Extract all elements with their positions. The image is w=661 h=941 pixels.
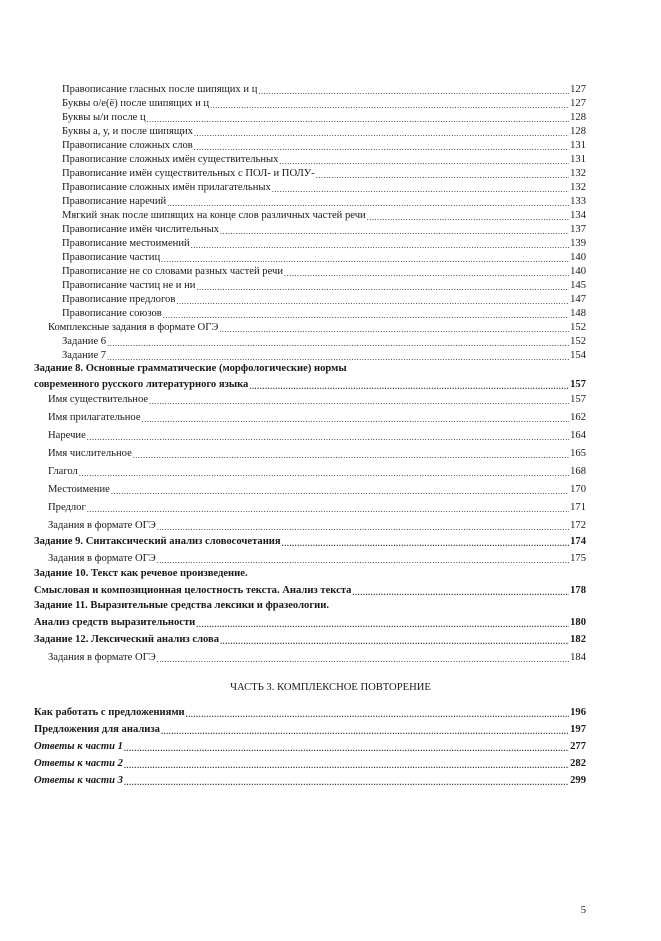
- toc-title: Задание 9. Синтаксический анализ словосочетания: [34, 536, 281, 547]
- toc-leader: [194, 143, 569, 152]
- toc-title: Правописание не со словами разных частей речи: [62, 266, 284, 277]
- toc-row: [62, 279, 586, 292]
- toc-page: 147: [570, 294, 586, 305]
- toc-title: Местоимение: [48, 484, 110, 495]
- toc-leader: [196, 283, 569, 292]
- toc-title: Имя прилагательное: [48, 412, 141, 423]
- toc-page: 131: [570, 140, 586, 151]
- toc-page: 128: [570, 112, 586, 123]
- toc-leader: [147, 115, 569, 124]
- toc-page: 175: [570, 553, 586, 564]
- toc-leader: [124, 778, 569, 787]
- toc-page: 134: [570, 210, 586, 221]
- toc-leader: [142, 415, 570, 424]
- toc-row: [48, 651, 586, 664]
- toc-leader: [176, 297, 569, 306]
- toc-leader: [107, 339, 569, 348]
- toc-title: Правописание союзов: [62, 308, 162, 319]
- toc-row: [48, 483, 586, 496]
- toc-row: [62, 209, 586, 222]
- toc-task8-title: Задание 8. Основные грамматические (морфологические) нормы: [34, 363, 347, 374]
- toc-row: [62, 251, 586, 264]
- toc-row: [48, 393, 586, 406]
- toc-leader: [220, 227, 569, 236]
- toc-row: [48, 552, 586, 565]
- toc-leader: [284, 269, 569, 278]
- toc-title: Задания в формате ОГЭ: [48, 553, 156, 564]
- toc-page: 131: [570, 154, 586, 165]
- toc-page: 171: [570, 502, 586, 513]
- toc-row: [48, 465, 586, 478]
- toc-row: [34, 706, 586, 719]
- toc-page: 157: [570, 394, 586, 405]
- toc-row-task9: [34, 535, 586, 548]
- toc-leader: [258, 87, 569, 96]
- toc-leader: [87, 505, 569, 514]
- toc-leader: [367, 213, 569, 222]
- toc-row: [62, 307, 586, 320]
- toc-row: [62, 111, 586, 124]
- toc-title: Задание 12. Лексический анализ слова: [34, 634, 220, 645]
- toc-row: [34, 757, 586, 770]
- toc-row: [62, 223, 586, 236]
- toc-title: Задания в формате ОГЭ: [48, 652, 156, 663]
- toc-title: Правописание сложных имён существительных: [62, 154, 279, 165]
- toc-row: [62, 153, 586, 166]
- toc-row: [62, 293, 586, 306]
- toc-page: 174: [570, 536, 586, 547]
- toc-title: Имя существительное: [48, 394, 149, 405]
- part3-heading: ЧАСТЬ 3. КОМПЛЕКСНОЕ ПОВТОРЕНИЕ: [230, 682, 431, 693]
- toc-title: Буквы ы/и после ц: [62, 112, 146, 123]
- toc-title: Правописание наречий: [62, 196, 167, 207]
- toc-leader: [219, 325, 569, 334]
- toc-row: [48, 411, 586, 424]
- toc-page: 139: [570, 238, 586, 249]
- toc-title: Правописание предлогов: [62, 294, 176, 305]
- toc-leader: [249, 382, 569, 391]
- toc-row: [62, 97, 586, 110]
- toc-title: Предложения для анализа: [34, 724, 160, 735]
- toc-title: Правописание частиц: [62, 252, 161, 263]
- toc-leader: [163, 311, 569, 320]
- toc-leader: [186, 710, 569, 719]
- toc-leader: [124, 744, 569, 753]
- toc-title: Ответы к части 3: [34, 775, 123, 786]
- toc-page: 127: [570, 84, 586, 95]
- toc-title: Задание 6: [62, 336, 107, 347]
- toc-row: [34, 740, 586, 753]
- toc-page: 128: [570, 126, 586, 137]
- toc-title: Наречие: [48, 430, 86, 441]
- toc-leader: [157, 655, 569, 664]
- toc-leader: [167, 199, 569, 208]
- toc-row: [48, 501, 586, 514]
- toc-row: [48, 429, 586, 442]
- toc-leader: [87, 433, 569, 442]
- page-number: 5: [580, 905, 586, 916]
- toc-leader: [124, 761, 569, 770]
- toc-row: [62, 349, 586, 362]
- toc-row: [62, 181, 586, 194]
- toc-task10-title: Задание 10. Текст как речевое произведение.: [34, 568, 248, 579]
- toc-leader: [282, 539, 569, 548]
- toc-title: Смысловая и композиционная целостность текста. Анализ текста: [34, 585, 352, 596]
- toc-title: Правописание частиц не и ни: [62, 280, 196, 291]
- toc-leader: [161, 727, 569, 736]
- toc-page: 170: [570, 484, 586, 495]
- toc-page: 184: [570, 652, 586, 663]
- toc-row-task8: [34, 378, 586, 391]
- toc-title: Задание 7: [62, 350, 107, 361]
- toc-leader: [210, 101, 569, 110]
- toc-page: 137: [570, 224, 586, 235]
- toc-page: 178: [570, 585, 586, 596]
- toc-leader: [157, 523, 569, 532]
- toc-title: современного русского литературного языка: [34, 379, 249, 390]
- toc-leader: [316, 171, 569, 180]
- toc-page: 182: [570, 634, 586, 645]
- toc-page: 152: [570, 322, 586, 333]
- toc-leader: [157, 556, 569, 565]
- toc-page: 152: [570, 336, 586, 347]
- toc-page: 197: [570, 724, 586, 735]
- toc-page: 165: [570, 448, 586, 459]
- toc-page: 127: [570, 98, 586, 109]
- toc-title: Глагол: [48, 466, 78, 477]
- toc-page: 140: [570, 266, 586, 277]
- toc-leader: [194, 129, 569, 138]
- toc-row: [34, 723, 586, 736]
- toc-row: [62, 335, 586, 348]
- toc-leader: [220, 637, 569, 646]
- toc-leader: [79, 469, 569, 478]
- toc-leader: [149, 397, 569, 406]
- toc-leader: [196, 620, 569, 629]
- toc-leader: [272, 185, 569, 194]
- toc-page: 133: [570, 196, 586, 207]
- toc-page: 196: [570, 707, 586, 718]
- toc-title: Как работать с предложениями: [34, 707, 185, 718]
- toc-leader: [191, 241, 569, 250]
- toc-page: 277: [570, 741, 586, 752]
- toc-title: Предлог: [48, 502, 86, 513]
- toc-row: [62, 265, 586, 278]
- toc-row-task10: [34, 584, 586, 597]
- toc-leader: [161, 255, 569, 264]
- toc-page: 132: [570, 182, 586, 193]
- toc-title: Правописание сложных слов: [62, 140, 193, 151]
- toc-title: Правописание имён существительных с ПОЛ- и ПОЛУ-: [62, 168, 315, 179]
- toc-page: 164: [570, 430, 586, 441]
- toc-title: Анализ средств выразительности: [34, 617, 196, 628]
- toc-title: Задания в формате ОГЭ: [48, 520, 156, 531]
- toc-row: [48, 519, 586, 532]
- toc-row: [48, 447, 586, 460]
- toc-row: [62, 83, 586, 96]
- toc-title: Мягкий знак после шипящих на конце слов различных частей речи: [62, 210, 366, 221]
- toc-title: Комплексные задания в формате ОГЭ: [48, 322, 219, 333]
- toc-title: Буквы а, у, и после шипящих: [62, 126, 193, 137]
- toc-page: 162: [570, 412, 586, 423]
- toc-title: Ответы к части 2: [34, 758, 123, 769]
- toc-leader: [107, 353, 569, 362]
- toc-row-task11: [34, 616, 586, 629]
- toc-row: [62, 125, 586, 138]
- toc-title: Буквы о/е(ё) после шипящих и ц: [62, 98, 210, 109]
- toc-row: [34, 774, 586, 787]
- toc-page: 168: [570, 466, 586, 477]
- toc-page: 154: [570, 350, 586, 361]
- toc-page: 157: [570, 379, 586, 390]
- toc-page: 299: [570, 775, 586, 786]
- toc-row: [62, 167, 586, 180]
- toc-row: [62, 237, 586, 250]
- toc-row-task12: [34, 633, 586, 646]
- toc-page: 132: [570, 168, 586, 179]
- toc-leader: [279, 157, 569, 166]
- toc-title: Правописание имён числительных: [62, 224, 220, 235]
- toc-page: 145: [570, 280, 586, 291]
- toc-row: [62, 139, 586, 152]
- toc-page: 140: [570, 252, 586, 263]
- toc-title: Правописание гласных после шипящих и ц: [62, 84, 258, 95]
- toc-task11-title: Задание 11. Выразительные средства лексики и фразеологии.: [34, 600, 330, 611]
- toc-leader: [133, 451, 569, 460]
- toc-page: 148: [570, 308, 586, 319]
- toc-title: Имя числительное: [48, 448, 132, 459]
- toc-leader: [352, 588, 569, 597]
- toc-row: [62, 195, 586, 208]
- toc-title: Правописание сложных имён прилагательных: [62, 182, 271, 193]
- toc-page: 282: [570, 758, 586, 769]
- toc-title: Правописание местоимений: [62, 238, 190, 249]
- toc-row: [48, 321, 586, 334]
- toc-page: 172: [570, 520, 586, 531]
- toc-title: Ответы к части 1: [34, 741, 123, 752]
- toc-leader: [111, 487, 569, 496]
- toc-page: 180: [570, 617, 586, 628]
